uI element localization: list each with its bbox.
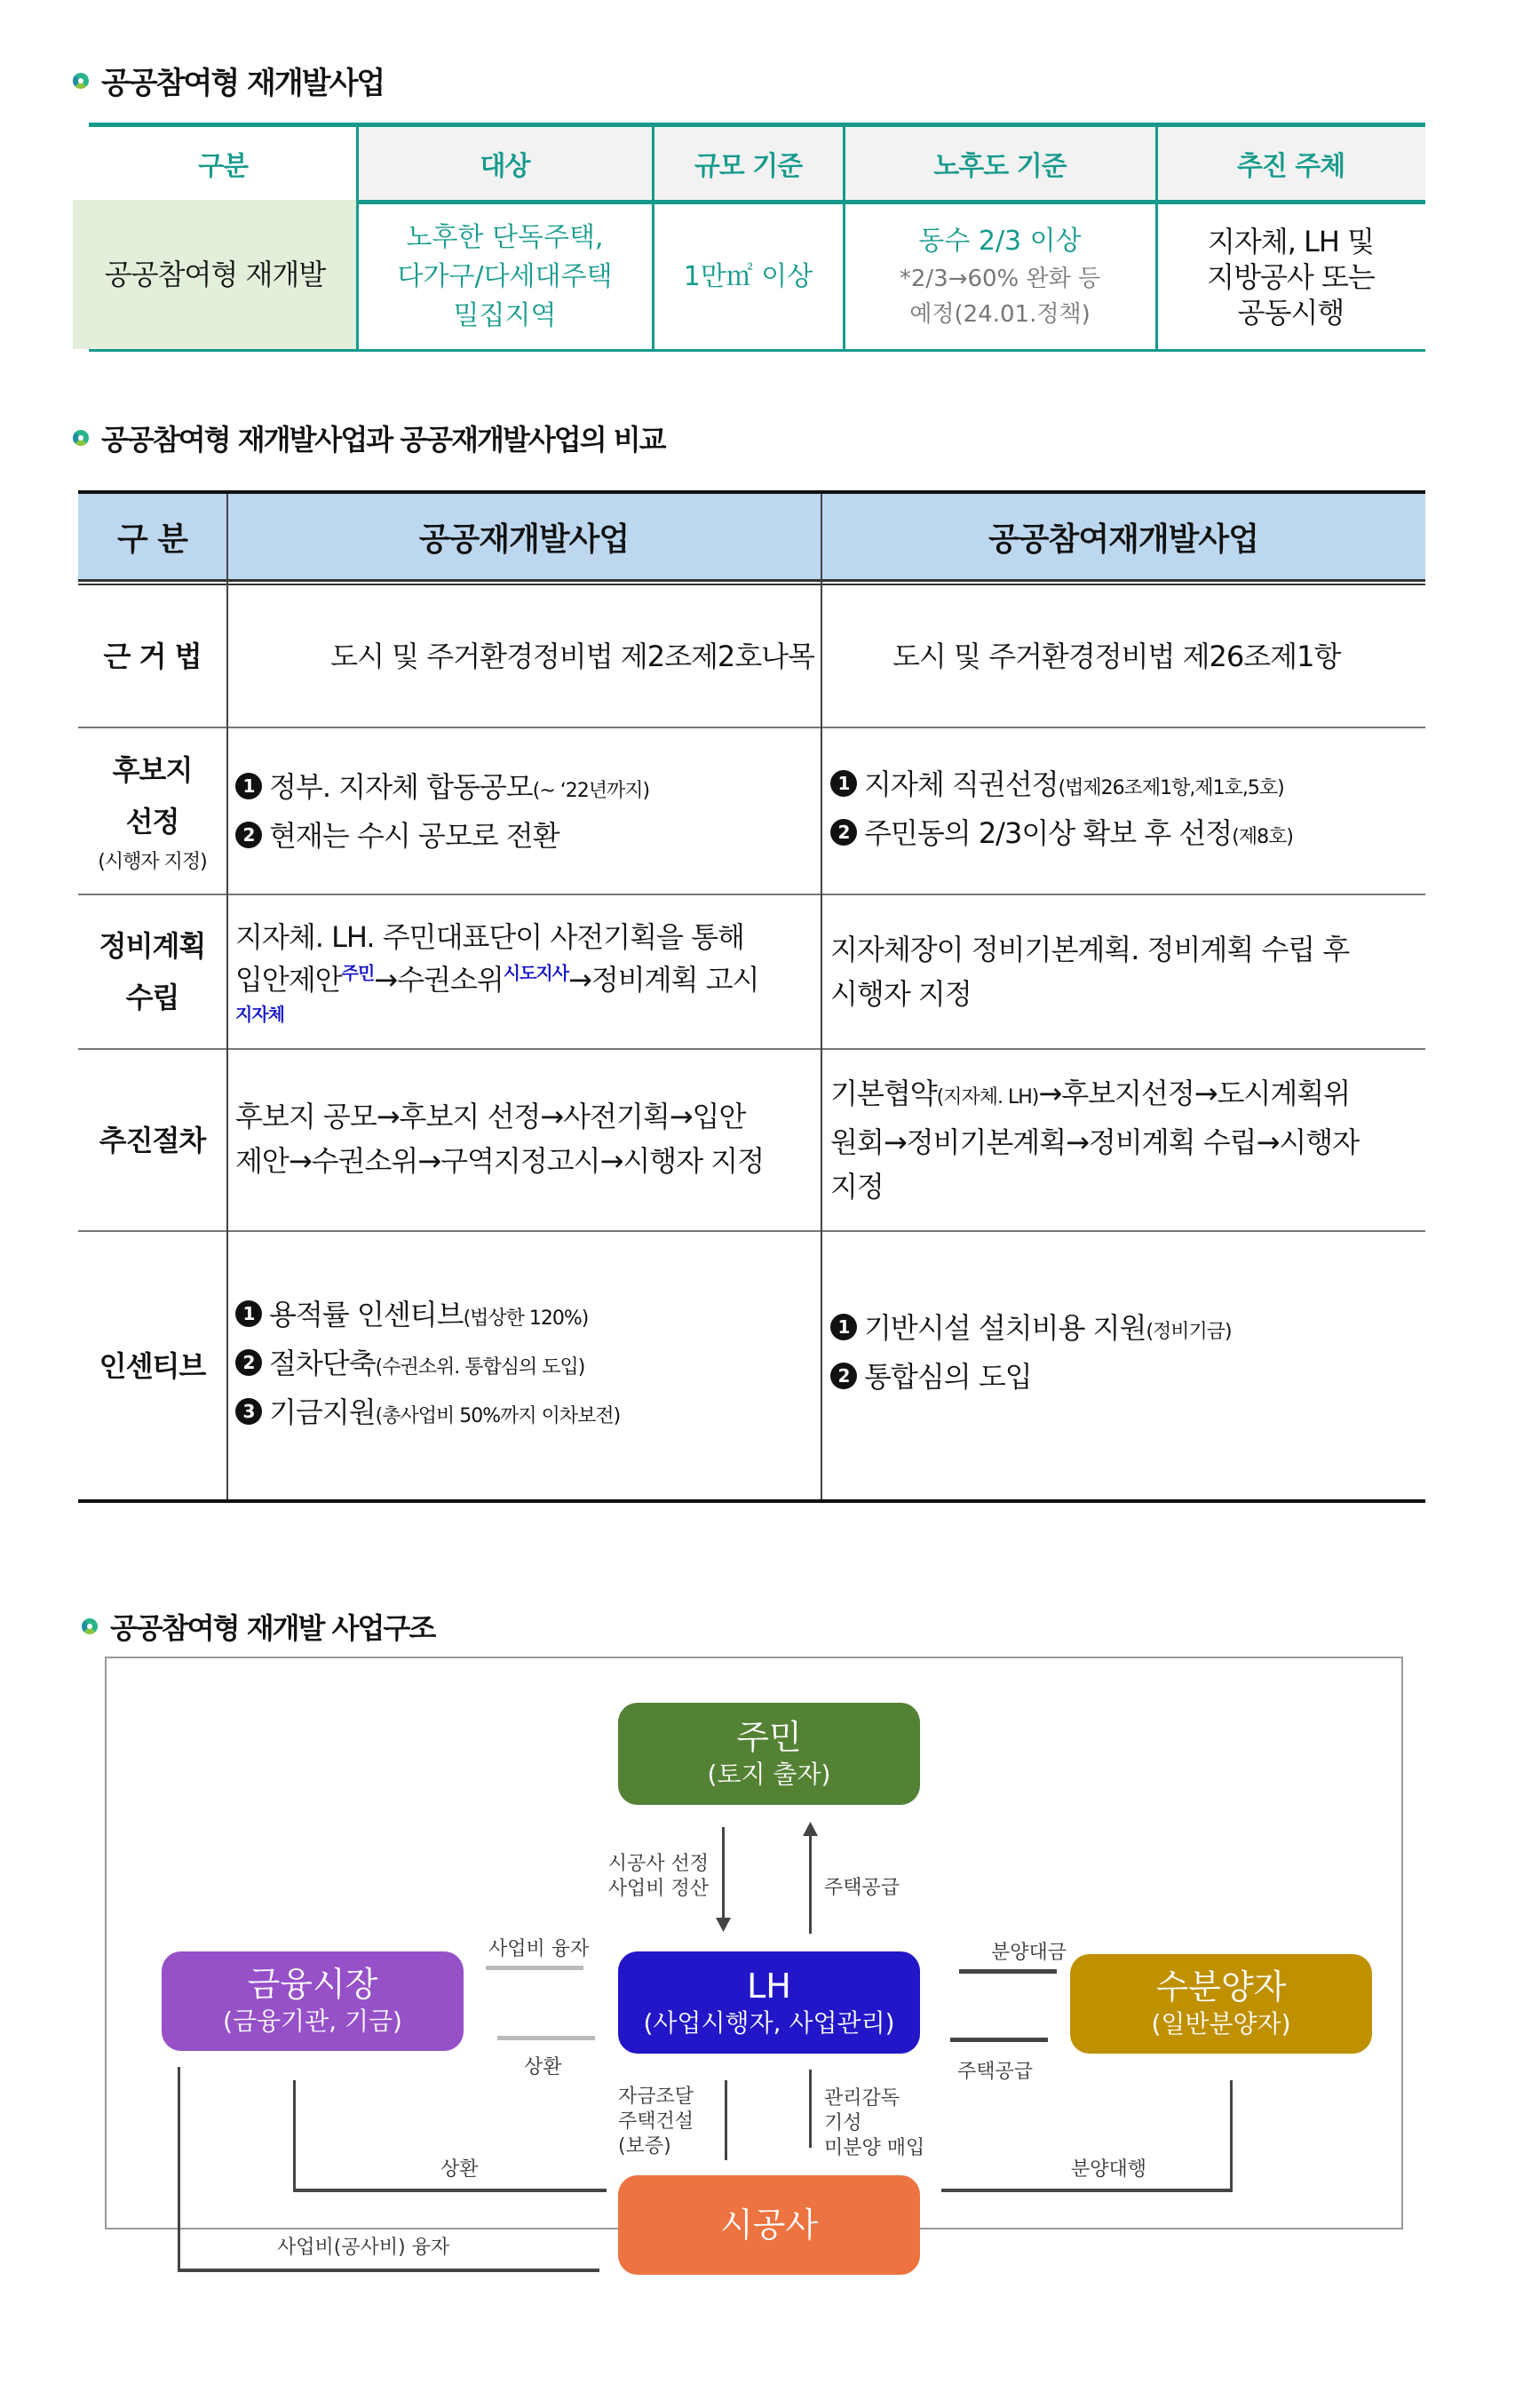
list-item: 2 통합심의 도입 (830, 1355, 1418, 1399)
label-lh-to-contractor: 관리감독 기성 미분양 매입 (824, 2087, 925, 2159)
section-title-structure (82, 1606, 434, 1647)
section-title-text: 공공참여형 재개발 사업구조 (110, 1611, 435, 1645)
structure-diagram (105, 1657, 1403, 2259)
col-divider (356, 127, 359, 351)
section-title-text: 공공참여형 재개발사업 (101, 66, 385, 101)
category-cell: 공공참여형 재개발 (73, 200, 357, 349)
bullet-ring-icon (73, 430, 89, 446)
node-buyers: 수분양자 (일반분양자) (1070, 1954, 1372, 2054)
header-scale: 규모 기준 (653, 127, 844, 200)
arrow-finance-to-lh (486, 1966, 583, 1970)
row-label-site-selection: 후보지 선정 (시행자 지정) (98, 753, 207, 873)
header-operator: 추진 주체 (1156, 127, 1425, 200)
label-lh-to-residents: 주택공급 (824, 1877, 900, 1899)
number-badge-icon: 3 (235, 1398, 262, 1425)
arrow-contractor-to-buyers (1230, 2080, 1233, 2192)
arrow-lh-to-buyers (950, 2038, 1048, 2042)
list-item: 1 지자체 직권선정(법제26조제1항,제1호,5호) (830, 762, 1418, 811)
col-divider (1155, 127, 1158, 351)
header-aging: 노후도 기준 (844, 127, 1156, 200)
number-badge-icon: 2 (830, 1363, 857, 1389)
participation-plan: 지자체장이 정비기본계획. 정비계획 수립 후 시행자 지정 (830, 933, 1350, 1011)
line-finance-to-contractor (178, 2067, 180, 2271)
col-divider (226, 494, 228, 1499)
header-public-participation: 공공참여재개발사업 (988, 521, 1258, 558)
table-bottom-border (78, 1499, 1425, 1503)
highlight-residents: 주민 (341, 962, 375, 984)
number-badge-icon: 2 (235, 1349, 262, 1376)
label-contractor-to-finance: 상환 (440, 2158, 479, 2181)
header-divider (78, 579, 1425, 582)
number-badge-icon: 1 (830, 770, 857, 797)
line-contractor-to-finance (293, 2189, 607, 2192)
node-finance: 금융시장 (금융기관, 기금) (162, 1951, 464, 2051)
col-divider (652, 127, 654, 351)
arrow-finance-to-contractor (178, 2269, 599, 2272)
label-residents-to-lh: 시공사 선정 사업비 정산 (607, 1853, 709, 1900)
public-incentive (226, 1232, 821, 1499)
arrow-buyers-to-lh (959, 1969, 1057, 1974)
row-label-plan: 정비계획 수립 (99, 929, 206, 1014)
participation-procedure: 기본협약(지자체. LH)→후보지선정→도시계획위 원회→정비기본계획→정비계획 수립→시행자 지정 (830, 1077, 1360, 1204)
arrow-lh-to-residents (809, 1836, 812, 1934)
label-lh-to-finance: 상환 (524, 2056, 562, 2078)
scale-cell: 1만㎡ 이상 (683, 260, 813, 292)
row-label-incentive: 인센티브 (99, 1348, 206, 1383)
section-title-comparison (73, 417, 665, 458)
participation-site-selection (821, 728, 1425, 894)
list-item: 2 현재는 수시 공모로 전환 (235, 814, 814, 858)
bullet-ring-icon (82, 1618, 98, 1634)
list-item: 1 정부. 지자체 합동공모(~ ‘22년까지) (235, 765, 814, 814)
summary-table (89, 123, 1425, 355)
label-finance-to-contractor: 사업비(공사비) 융자 (277, 2237, 450, 2259)
public-procedure: 후보지 공모→후보지 선정→사전기획→입안 제안→수권소위→구역지정고시→시행자 지정 (235, 1100, 765, 1178)
header-category: 구 분 (116, 521, 188, 558)
number-badge-icon: 1 (235, 773, 262, 799)
arrow-head-up-icon (803, 1822, 819, 1838)
header-target: 대상 (357, 127, 653, 200)
bullet-ring-icon (73, 73, 89, 89)
aging-cell: 동수 2/3 이상 *2/3→60% 완화 등 예정(24.01.정책) (899, 225, 1101, 328)
col-divider (843, 127, 845, 351)
number-badge-icon: 2 (235, 822, 262, 848)
node-contractor: 시공사 (618, 2175, 920, 2275)
public-plan: 지자체. LH. 주민대표단이 사전기획을 통해 입안제안$^{주민}$→수권소위$^{시도지사}$→정비계획 고시 지자체 (226, 895, 821, 1048)
line-contractor-to-buyers (941, 2189, 1233, 2192)
number-badge-icon: 2 (830, 819, 857, 846)
highlight-local-gov: 지자체 (235, 1004, 284, 1025)
participation-incentive (821, 1232, 1425, 1499)
participation-legal-basis: 도시 및 주거환경정비법 제26조제1항 (892, 639, 1341, 673)
row-label-procedure: 추진절차 (99, 1123, 206, 1157)
col-divider (821, 494, 822, 1499)
list-item: 3 기금지원(총사업비 50%까지 이차보전) (235, 1390, 814, 1439)
public-site-selection (226, 728, 821, 894)
arrow-head-down-icon (716, 1918, 732, 1934)
node-lh: LH (사업시행자, 사업관리) (618, 1951, 920, 2054)
section-title-participation-redevelopment (73, 59, 384, 102)
label-lh-to-buyers: 주택공급 (957, 2061, 1034, 2083)
number-badge-icon: 1 (830, 1314, 857, 1340)
target-cell: 노후한 단독주택, 다가구/다세대주택 밀집지역 (397, 221, 613, 331)
list-item: 2 절차단축(수권소위. 통합심의 도입) (235, 1341, 814, 1390)
highlight-governor: 시도지사 (503, 962, 569, 984)
header-public-redevelopment: 공공재개발사업 (418, 521, 630, 558)
label-contractor-to-lh: 자금조달 주택건설 (보증) (618, 2086, 694, 2158)
header-category: 구분 (89, 127, 357, 200)
section-title-text: 공공참여형 재개발사업과 공공재개발사업의 비교 (101, 423, 665, 457)
operator-cell: 지자체, LH 및 지방공사 또는 공동시행 (1207, 224, 1375, 330)
list-item: 1 기반시설 설치비용 지원(정비기금) (830, 1306, 1418, 1355)
label-contractor-to-buyers: 분양대행 (1071, 2158, 1147, 2181)
label-buyers-to-lh: 분양대금 (991, 1942, 1067, 1964)
list-item: 1 용적률 인센티브(법상한 120%) (235, 1292, 814, 1341)
arrow-contractor-to-finance (293, 2080, 296, 2191)
node-residents: 주민 (토지 출자) (618, 1703, 920, 1805)
public-legal-basis: 도시 및 주거환경정비법 제2조제2호나목 (330, 639, 814, 673)
arrow-lh-to-contractor (809, 2070, 812, 2148)
arrow-residents-to-lh (722, 1827, 725, 1925)
arrow-contractor-to-lh (725, 2080, 727, 2160)
label-finance-to-lh: 사업비 융자 (488, 1938, 590, 1960)
row-label-legal-basis: 근 거 법 (103, 639, 202, 673)
list-item: 2 주민동의 2/3이상 확보 후 선정(제8호) (830, 811, 1418, 860)
number-badge-icon: 1 (235, 1300, 262, 1327)
table-bottom-border (89, 349, 1425, 352)
arrow-lh-to-finance (497, 2036, 595, 2040)
